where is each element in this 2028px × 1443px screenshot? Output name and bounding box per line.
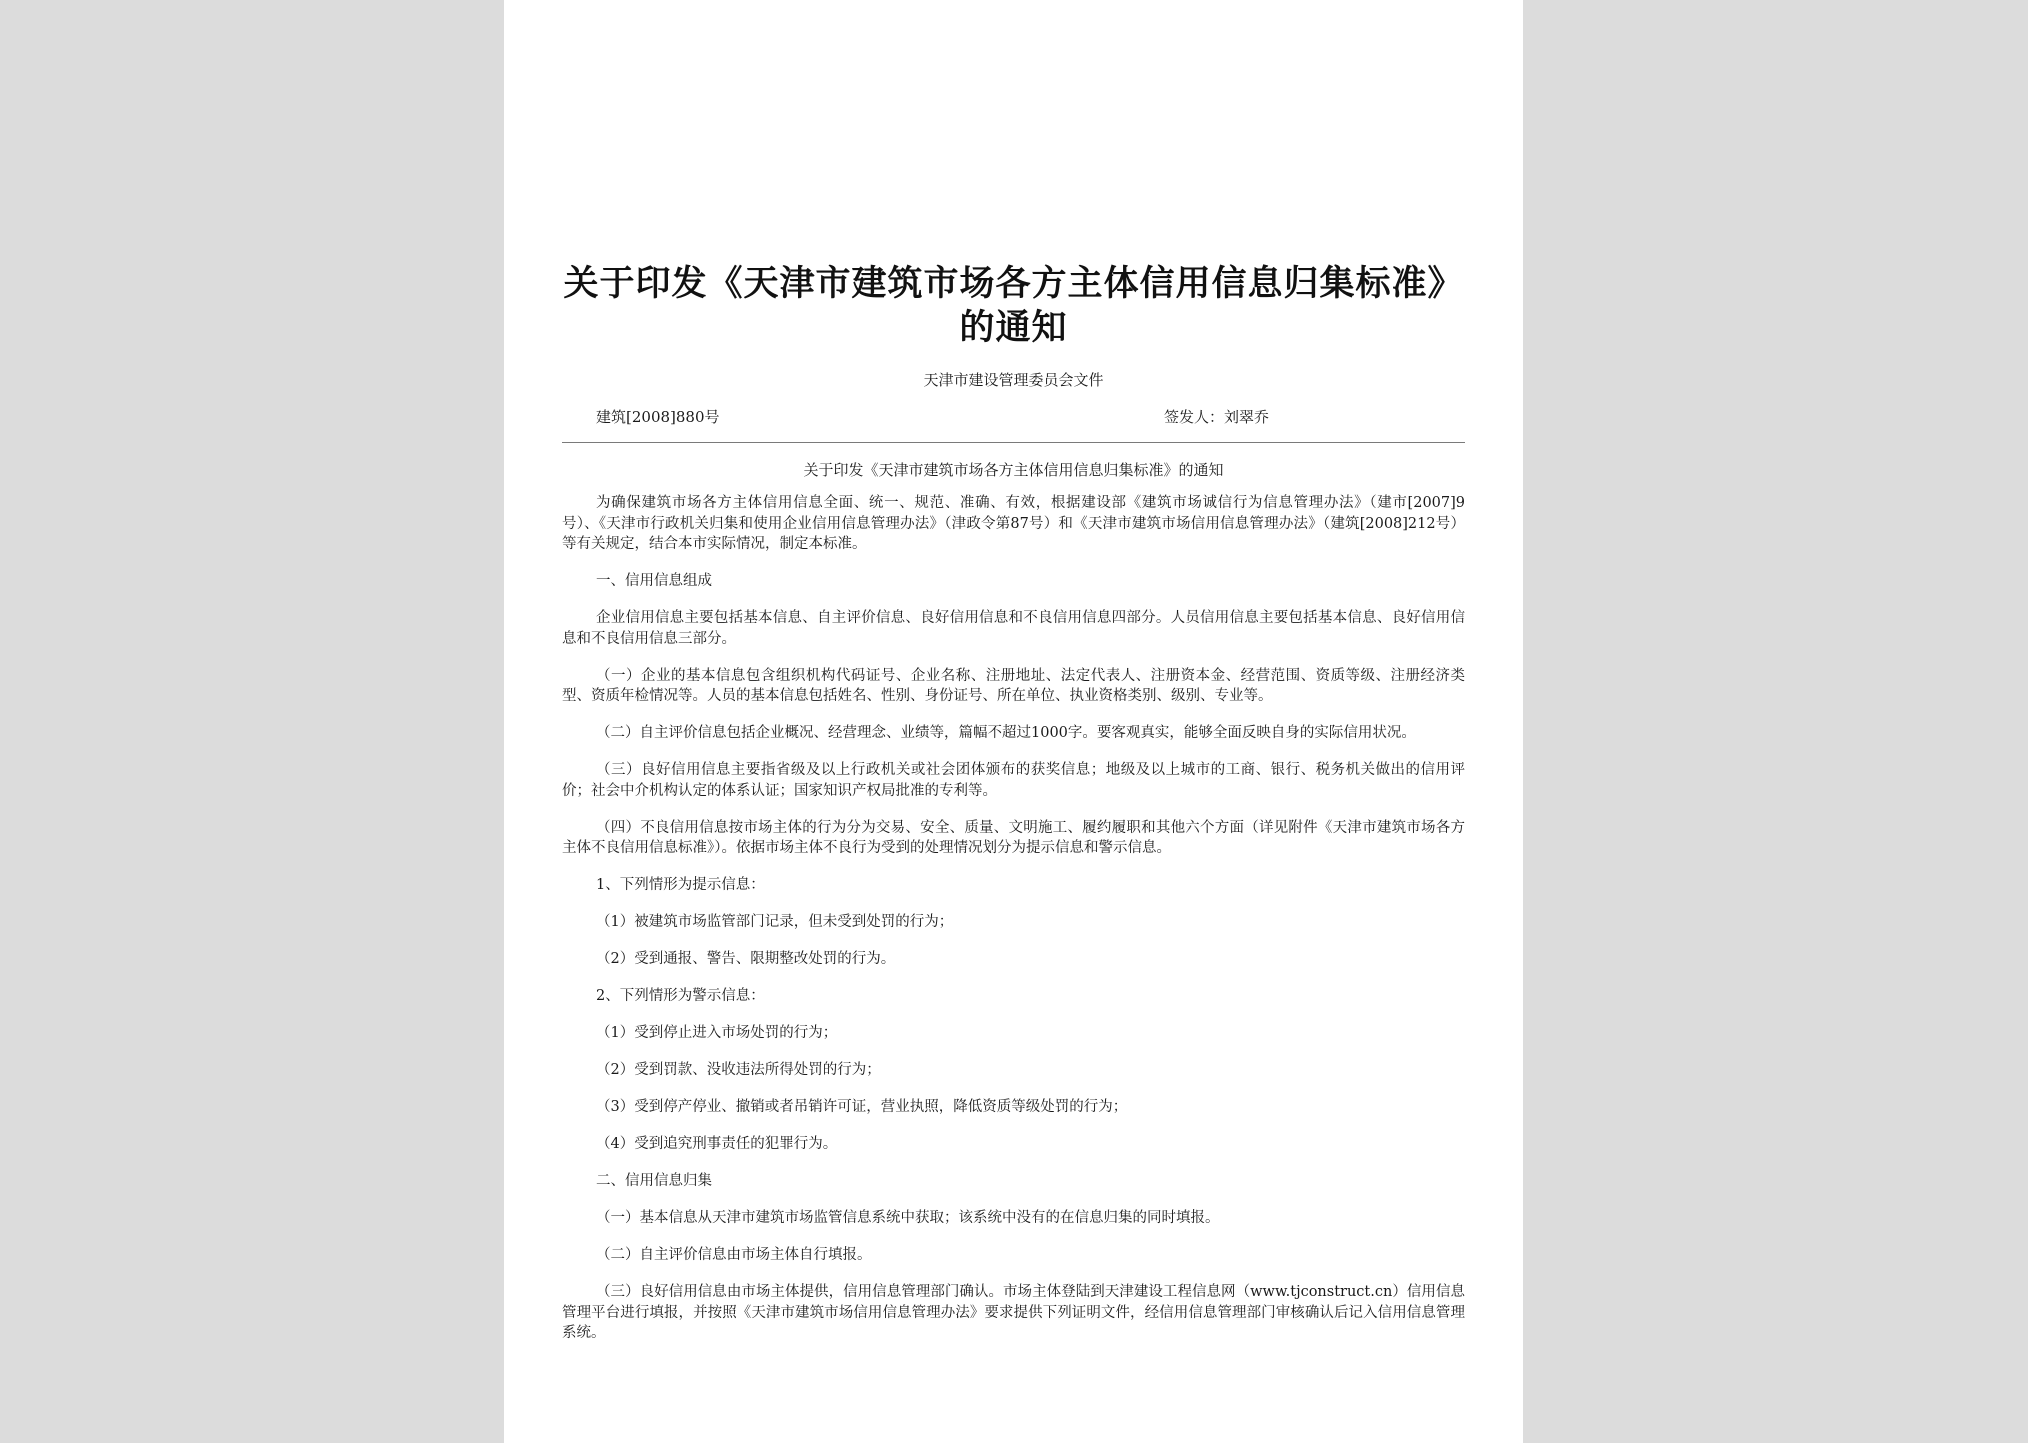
list-item: （4）受到追究刑事责任的犯罪行为。	[596, 1136, 838, 1152]
clause-paragraph: （三）良好信用信息主要指省级及以上行政机关或社会团体颁布的获奖信息；地级及以上城市的工商、银行、税务机关做出的信用评价；社会中介机构认定的体系认证；国家知识产权局批准的专利等。	[562, 762, 1465, 799]
list-item: （1）受到停止进入市场处罚的行为；	[596, 1025, 838, 1041]
list-item: （2）受到罚款、没收违法所得处罚的行为；	[596, 1062, 881, 1078]
clause-paragraph: （一）企业的基本信息包含组织机构代码证号、企业名称、注册地址、法定代表人、注册资本金、经营范围、资质等级、注册经济类型、资质年检情况等。人员的基本信息包括姓名、性别、身份证号、所在单位、执业资格类别、级别、专业等。	[562, 667, 1465, 704]
issuer-line: 天津市建设管理委员会文件	[923, 371, 1104, 389]
list-item: （3）受到停产停业、撤销或者吊销许可证，营业执照，降低资质等级处罚的行为；	[596, 1099, 1128, 1115]
clause-line: （一）基本信息从天津市建筑市场监管信息系统中获取；该系统中没有的在信息归集的同时填报。	[596, 1210, 1220, 1226]
list-heading: 1、下列情形为提示信息：	[596, 877, 765, 893]
clause-line: （二）自主评价信息由市场主体自行填报。	[596, 1247, 872, 1263]
header-divider	[562, 442, 1465, 443]
section-paragraph: 企业信用信息主要包括基本信息、自主评价信息、良好信用信息和不良信用信息四部分。人员信用信息主要包括基本信息、良好信用信息和不良信用信息三部分。	[562, 610, 1465, 647]
list-heading: 2、下列情形为警示信息：	[596, 988, 765, 1004]
section-heading: 一、信用信息组成	[596, 573, 712, 589]
list-item: （1）被建筑市场监管部门记录，但未受到处罚的行为；	[596, 914, 954, 930]
clause-paragraph: （四）不良信用信息按市场主体的行为分为交易、安全、质量、文明施工、履约履职和其他六个方面（详见附件《天津市建筑市场各方主体不良信用信息标准》）。依据市场主体不良行为受到的处理情况划分为提示信息和警示信息。	[562, 819, 1465, 856]
clause-paragraph: （二）自主评价信息包括企业概况、经营理念、业绩等，篇幅不超过1000字。要客观真实，能够全面反映自身的实际信用状况。	[596, 725, 1416, 741]
document-body	[562, 493, 1465, 1344]
clause-paragraph: （三）良好信用信息由市场主体提供，信用信息管理部门确认。市场主体登陆到天津建设工程信息网（www.tjconstruct.cn）信用信息管理平台进行填报，并按照《天津市建筑市场信用信息管理办法》要求提供下列证明文件，经信用信息管理部门审核确认后记入信用信息管理系统。	[562, 1284, 1465, 1341]
intro-paragraph: 为确保建筑市场各方主体信用信息全面、统一、规范、准确、有效，根据建设部《建筑市场诚信行为信息管理办法》（建市[2007]9号）、《天津市行政机关归集和使用企业信用信息管理办法》（津政令第87号）和《天津市建筑市场信用信息管理办法》（建筑[2008]212号）等有关规定，结合本市实际情况，制定本标准。	[562, 495, 1465, 552]
document-meta-row	[562, 406, 1465, 428]
document-number: 建筑[2008]880号	[596, 408, 720, 426]
list-item: （2）受到通报、警告、限期整改处罚的行为。	[596, 951, 896, 967]
document-title: 关于印发《天津市建筑市场各方主体信用信息归集标准》的通知	[563, 264, 1464, 348]
section-heading: 二、信用信息归集	[596, 1173, 712, 1189]
document-subtitle: 关于印发《天津市建筑市场各方主体信用信息归集标准》的通知	[803, 461, 1224, 479]
document-page	[504, 0, 1523, 1443]
signer: 签发人：刘翠乔	[1163, 408, 1269, 426]
